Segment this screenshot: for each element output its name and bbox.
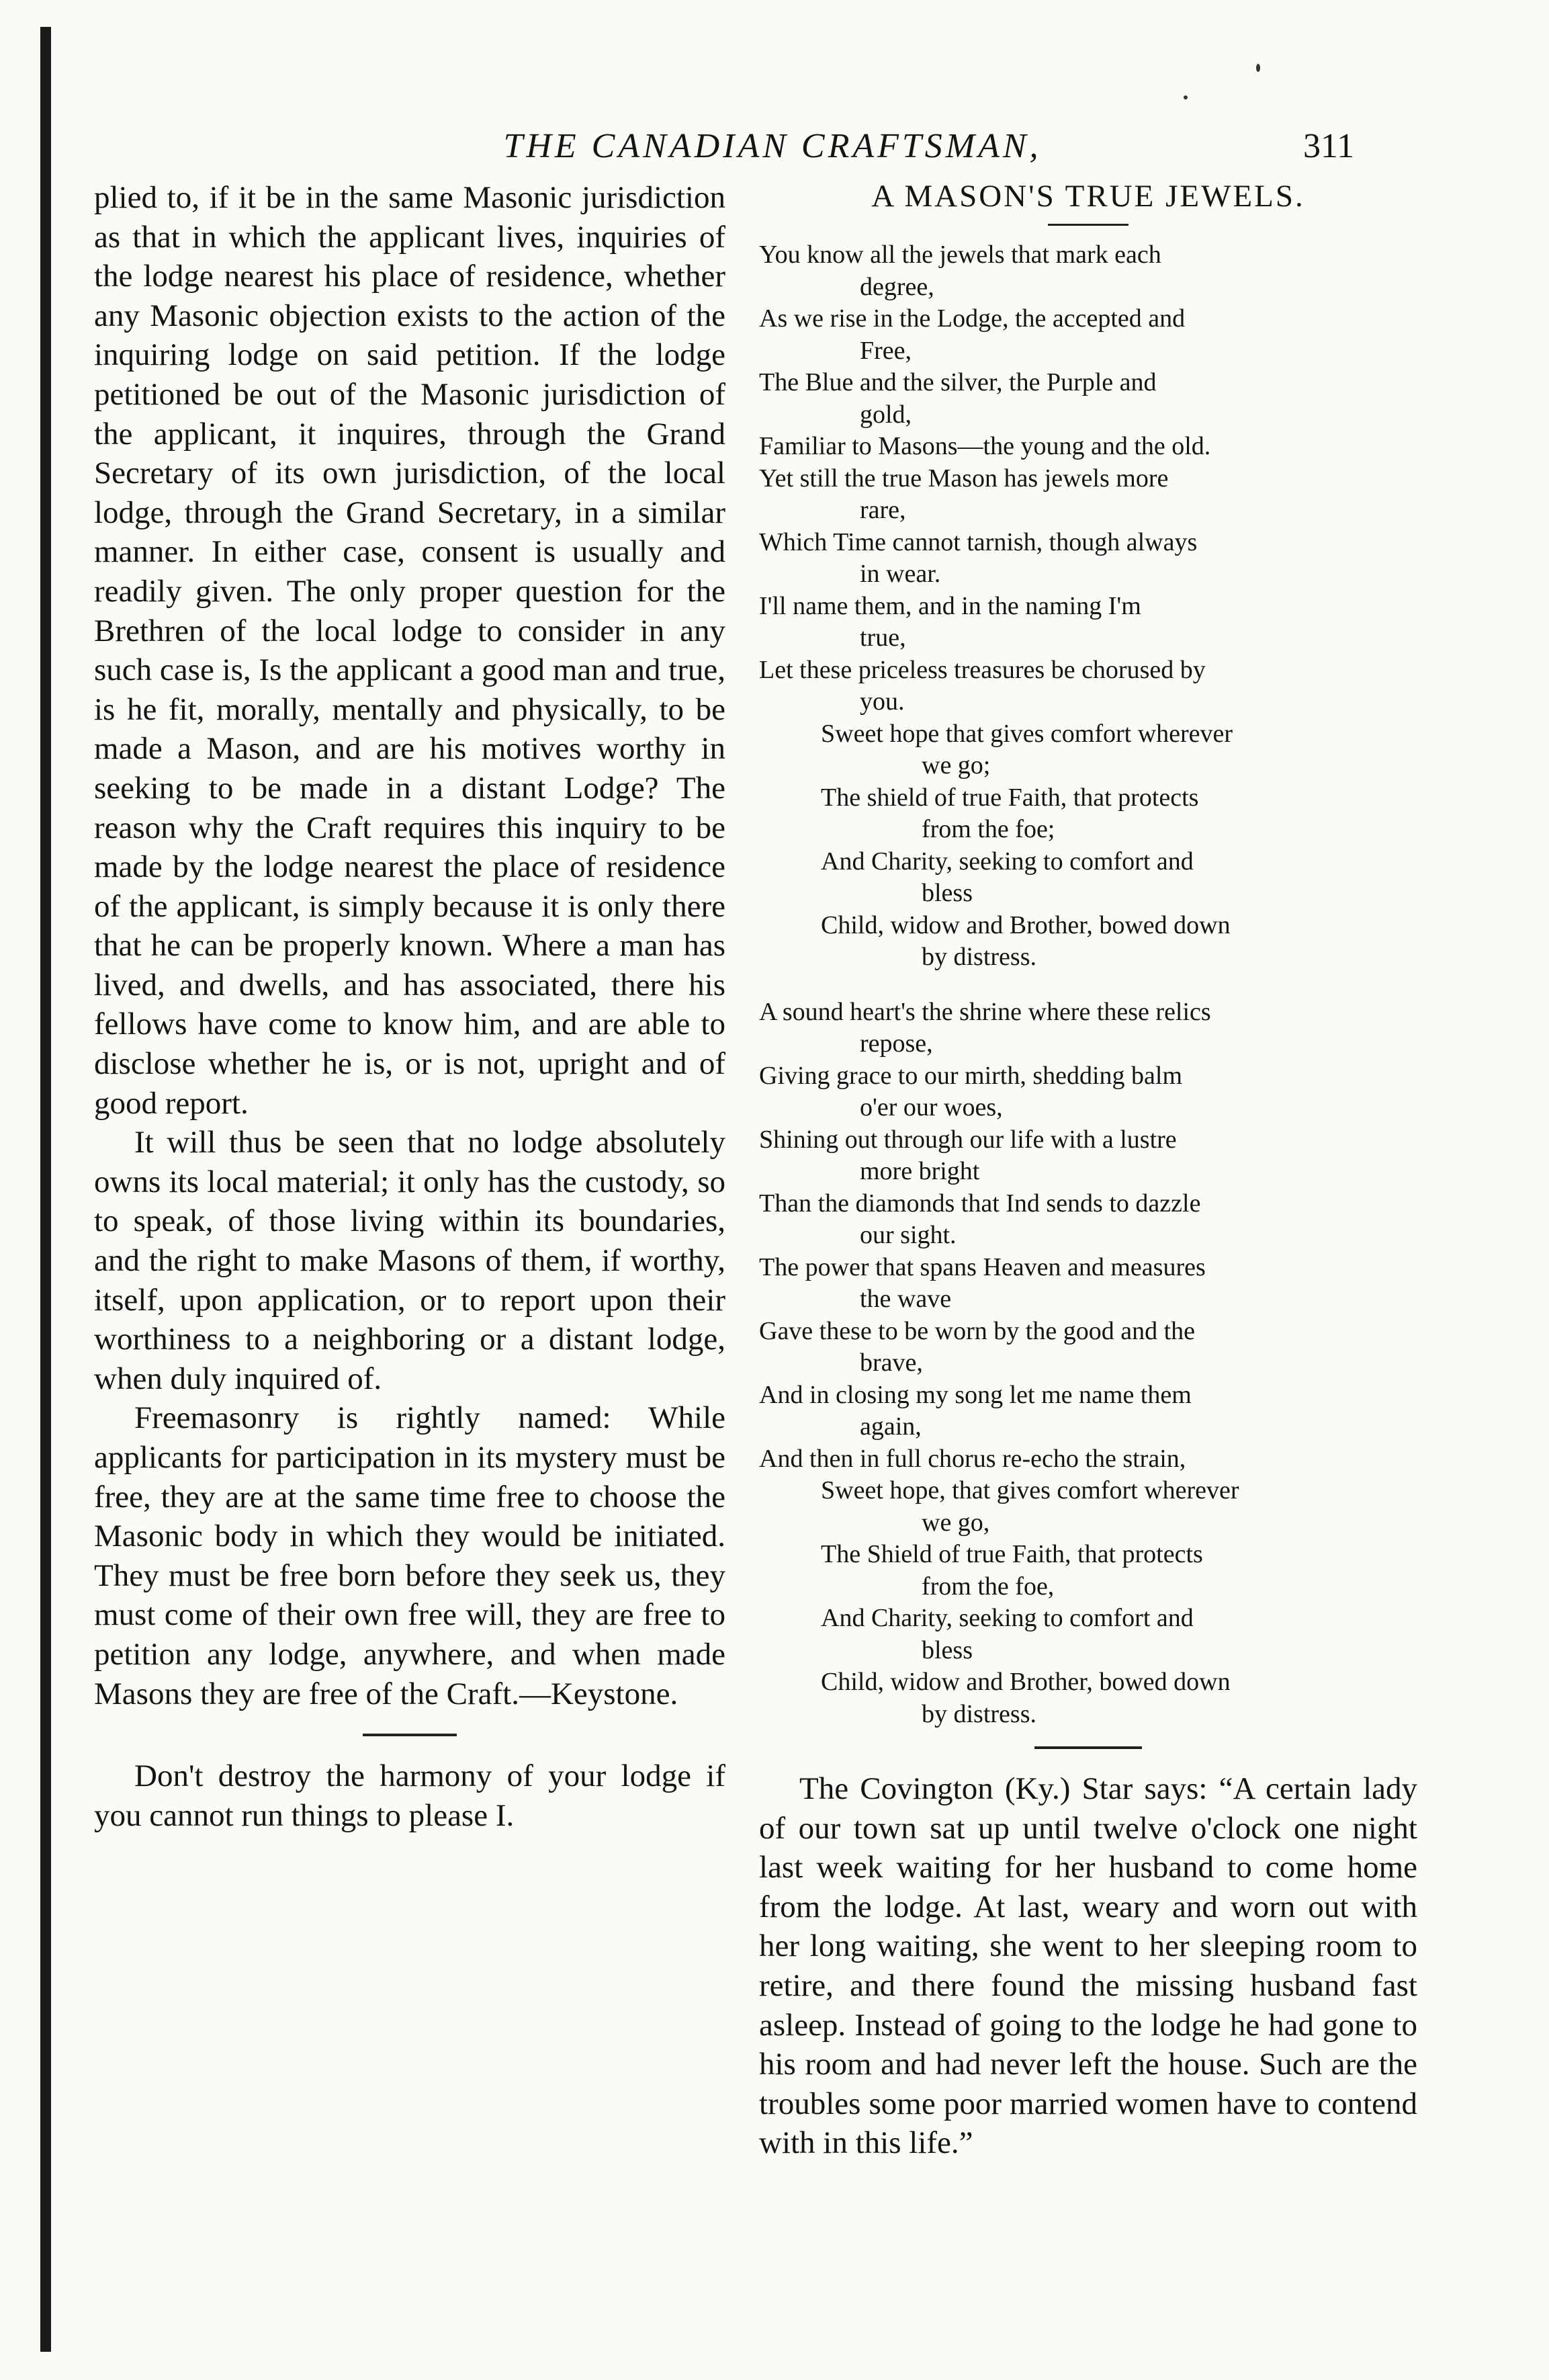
article-paragraph: plied to, if it be in the same Masonic jurisdiction as that in which the applicant lives, inquiries of the lodge nearest his place of residence, whether any Masonic objection exists to the action of the inquiring lodge on said petition. If the lodge petitioned be out of the Masonic jurisdiction of the applicant, it inquires, through the Grand Secretary of its own jurisdiction, of the local lodge, through the Grand Secretary, in a similar manner. In either case, consent is usually and readily given. The only proper question for the Brethren of the local lodge to consider in any such case is, Is the applicant a good man and true, is he fit, morally, mentally and physically, to be made a Mason, and are his motives worthy in seeking to be made in a distant Lodge? The reason why the Craft requires this inquiry to be made by the lodge nearest the place of residence of the applicant, is simply because it is only there that he can be properly known. Where a man has lived, and dwells, and has associated, there his fellows have come to know him, and are able to disclose whether he is, or is not, upright and of good report. bbox=[94, 180, 725, 1121]
poem-line: Shining out through our life with a lustre more bright bbox=[759, 1125, 1177, 1185]
poem-chorus bbox=[759, 718, 1417, 974]
poem-line: Giving grace to our mirth, shedding balm o'er our woes, bbox=[759, 1061, 1183, 1121]
poem-line: Yet still the true Mason has jewels more rare, bbox=[759, 464, 1169, 524]
section-divider bbox=[1034, 1746, 1142, 1749]
poem-line: The Blue and the silver, the Purple and gold, bbox=[759, 368, 1157, 429]
page-number: 311 bbox=[1303, 127, 1355, 165]
right-column bbox=[759, 178, 1417, 2163]
poem-line: Sweet hope, that gives comfort wherever we go, bbox=[821, 1476, 1239, 1537]
poem-line: And Charity, seeking to comfort and bless bbox=[821, 1604, 1194, 1664]
poem-line: A sound heart's the shrine where these relics repose, bbox=[759, 997, 1211, 1058]
poem-line: Than the diamonds that Ind sends to dazzle our sight. bbox=[759, 1189, 1201, 1249]
anecdote-paragraph: The Covington (Ky.) Star says: “A certain lady of our town sat up until twelve o'clock one night last week waiting for her husband to come home from the lodge. At last, weary and worn out with her long waiting, she went to her sleeping room to retire, and there found the missing husband fast asleep. Instead of going to the lodge he had gone to his room and had never left the house. Such are the troubles some poor married women have to contend with in this life.” bbox=[759, 1771, 1417, 2161]
poem-line: Child, widow and Brother, bowed down by distress. bbox=[821, 910, 1231, 971]
poem-line: The Shield of true Faith, that protects from the foe, bbox=[821, 1540, 1203, 1601]
poem-line: The power that spans Heaven and measures the wave bbox=[759, 1252, 1206, 1313]
poem-line: Familiar to Masons—the young and the old. bbox=[759, 432, 1211, 460]
poem-line: And in closing my song let me name them again, bbox=[759, 1380, 1192, 1441]
poem-stanza bbox=[759, 239, 1417, 718]
poem-line: The shield of true Faith, that protects from the foe; bbox=[821, 783, 1199, 843]
page-edge-rule bbox=[40, 27, 51, 2352]
poem-line: Gave these to be worn by the good and the brave, bbox=[759, 1316, 1195, 1377]
note-paragraph: Don't destroy the harmony of your lodge if you cannot run things to please I. bbox=[94, 1758, 725, 1833]
poem-line: And then in full chorus re-echo the strain, bbox=[759, 1444, 1186, 1473]
poem-line: You know all the jewels that mark each degree, bbox=[759, 241, 1161, 301]
poem-line: Which Time cannot tarnish, though always in wear. bbox=[759, 527, 1198, 588]
ink-speck bbox=[1256, 64, 1260, 72]
poem-line: I'll name them, and in the naming I'm true, bbox=[759, 591, 1141, 652]
poem-line: Let these priceless treasures be chorused by you. bbox=[759, 655, 1206, 716]
title-divider bbox=[1048, 224, 1128, 226]
article-paragraph: Freemasonry is rightly named: While applicants for participation in its mystery must be free, they are at the same time free to choose the Masonic body in which they would be initiated. They must be free born before they seek us, they must come of their own free will, they are free to petition any lodge, anywhere, and when made Masons they are free of the Craft.—Keystone. bbox=[94, 1400, 725, 1711]
poem-chorus bbox=[759, 1475, 1417, 1730]
section-divider bbox=[363, 1734, 457, 1736]
article-paragraph: It will thus be seen that no lodge absolutely owns its local material; it only has the custody, so to speak, of those living within its boundaries, and the right to make Masons of them, if worthy, itself, upon application, or to report upon their worthiness to a neighboring or a distant lodge, when duly inquired of. bbox=[94, 1125, 725, 1396]
poem-line: Sweet hope that gives comfort wherever we go; bbox=[821, 719, 1233, 779]
left-column bbox=[94, 178, 725, 1835]
poem-line: As we rise in the Lodge, the accepted and Free, bbox=[759, 304, 1186, 365]
poem-line: And Charity, seeking to comfort and bless bbox=[821, 847, 1194, 907]
poem-line: Child, widow and Brother, bowed down by distress. bbox=[821, 1668, 1231, 1728]
running-title: THE CANADIAN CRAFTSMAN, bbox=[503, 127, 1042, 165]
poem-title: A MASON'S TRUE JEWELS. bbox=[871, 179, 1305, 214]
poem-stanza bbox=[759, 996, 1417, 1476]
ink-speck bbox=[1184, 95, 1188, 99]
